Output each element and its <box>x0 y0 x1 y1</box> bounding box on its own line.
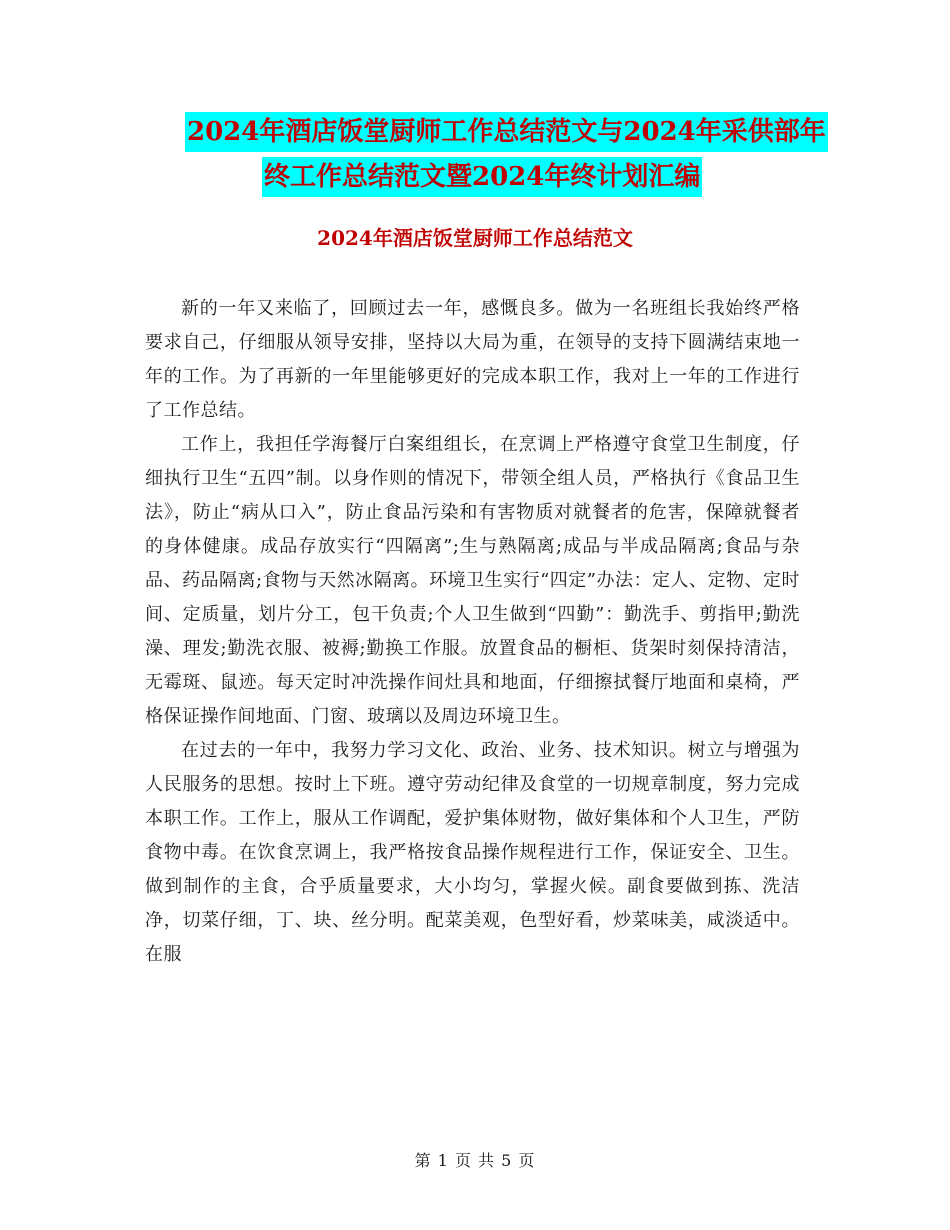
page-footer: 第 1 页 共 5 页 <box>414 1151 536 1170</box>
document-title-line-1: 2024年酒店饭堂厨师工作总结范文与2024年采供部年 <box>185 112 828 152</box>
paragraph: 新的一年又来临了，回顾过去一年，感慨良多。做为一名班组长我始终严格要求自己，仔细服从领导安排，坚持以大局为重，在领导的支持下圆满结束地一年的工作。为了再新的一年里能够更好的完成本职工作，我对上一年的工作进行了工作总结。 <box>145 298 800 421</box>
section-title: 2024年酒店饭堂厨师工作总结范文 <box>317 226 633 250</box>
body-text <box>145 292 800 972</box>
document-title-line-2: 终工作总结范文暨2024年终计划汇编 <box>262 157 702 197</box>
paragraph: 工作上，我担任学海餐厅白案组组长，在烹调上严格遵守食堂卫生制度，仔细执行卫生“五四”制。以身作则的情况下，带领全组人员，严格执行《食品卫生法》，防止“病从口入”，防止食品污染和有害物质对就餐者的危害，保障就餐者的身体健康。成品存放实行“四隔离”;生与熟隔离;成品与半成品隔离;食品与杂品、药品隔离;食物与天然冰隔离。环境卫生实行“四定”办法：定人、定物、定时间、定质量，划片分工，包干负责;个人卫生做到“四勤”：勤洗手、剪指甲;勤洗澡、理发;勤洗衣服、被褥;勤换工作服。放置食品的橱柜、货架时刻保持清洁，无霉斑、鼠迹。每天定时冲洗操作间灶具和地面，仔细擦拭餐厅地面和桌椅，严格保证操作间地面、门窗、玻璃以及周边环境卫生。 <box>145 434 800 727</box>
paragraph: 在过去的一年中，我努力学习文化、政治、业务、技术知识。树立与增强为人民服务的思想。按时上下班。遵守劳动纪律及食堂的一切规章制度，努力完成本职工作。工作上，服从工作调配，爱护集体财物，做好集体和个人卫生，严防食物中毒。在饮食烹调上，我严格按食品操作规程进行工作，保证安全、卫生。做到制作的主食，合乎质量要求，大小均匀，掌握火候。副食要做到拣、洗洁净，切菜仔细，丁、块、丝分明。配菜美观，色型好看，炒菜味美，咸淡适中。在服 <box>145 740 800 965</box>
